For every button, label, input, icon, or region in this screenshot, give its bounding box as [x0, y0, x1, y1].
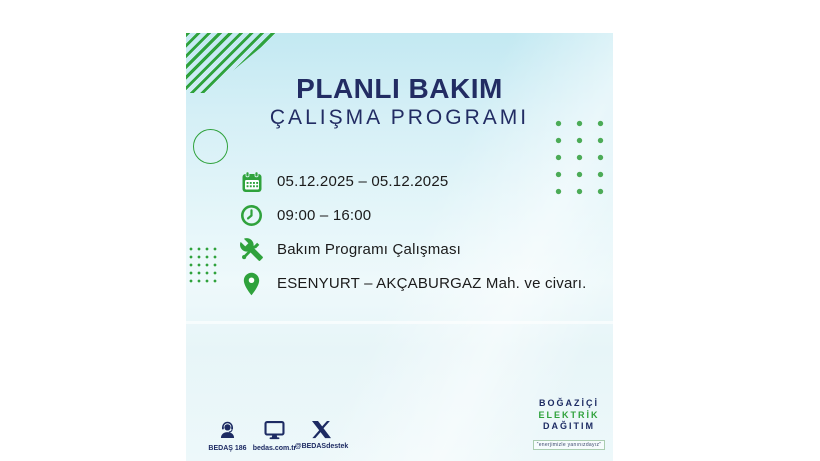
contact-website [251, 420, 298, 452]
calendar-icon [238, 170, 265, 194]
footer [204, 398, 610, 452]
background-seam [186, 321, 613, 324]
page-subtitle: ÇALIŞMA PROGRAMI [269, 106, 530, 129]
details-list [238, 168, 586, 304]
company-logo [528, 398, 610, 452]
monitor-icon [263, 420, 286, 441]
page-title: PLANLI BAKIM [296, 73, 503, 104]
brand-tagline: “enerjimizle yanınızdayız” [533, 440, 606, 450]
maintenance-tools-icon [238, 237, 265, 262]
circle-outline-decoration [193, 129, 228, 164]
detail-row-date [238, 168, 586, 195]
location-pin-icon [238, 271, 265, 297]
brand-line-1: BOĞAZİÇİ [539, 398, 599, 409]
clock-icon [238, 204, 265, 227]
support-agent-icon [217, 420, 238, 441]
brand-line-3: DAĞITIM [543, 420, 595, 431]
contact-call-center [204, 420, 251, 452]
title-block [186, 75, 613, 128]
detail-row-time [238, 202, 586, 229]
contact-channels [204, 420, 349, 452]
announcement-card [186, 33, 613, 461]
location-text: ESENYURT – AKÇABURGAZ Mah. ve civarı. [277, 275, 587, 292]
x-logo-icon [312, 420, 331, 439]
work-type-text: Bakım Programı Çalışması [277, 241, 462, 258]
contact-label-call-center: BEDAŞ 186 [208, 445, 247, 452]
time-range-text: 09:00 – 16:00 [277, 207, 372, 224]
contact-label-social: @BEDASdestek [294, 443, 349, 450]
brand-line-2: ELEKTRİK [538, 409, 600, 420]
contact-social [294, 420, 349, 452]
dot-grid-left-decoration [187, 245, 219, 285]
detail-row-location [238, 270, 586, 297]
date-range-text: 05.12.2025 – 05.12.2025 [277, 173, 449, 190]
detail-row-work-type [238, 236, 586, 263]
contact-label-website: bedas.com.tr [252, 445, 297, 452]
